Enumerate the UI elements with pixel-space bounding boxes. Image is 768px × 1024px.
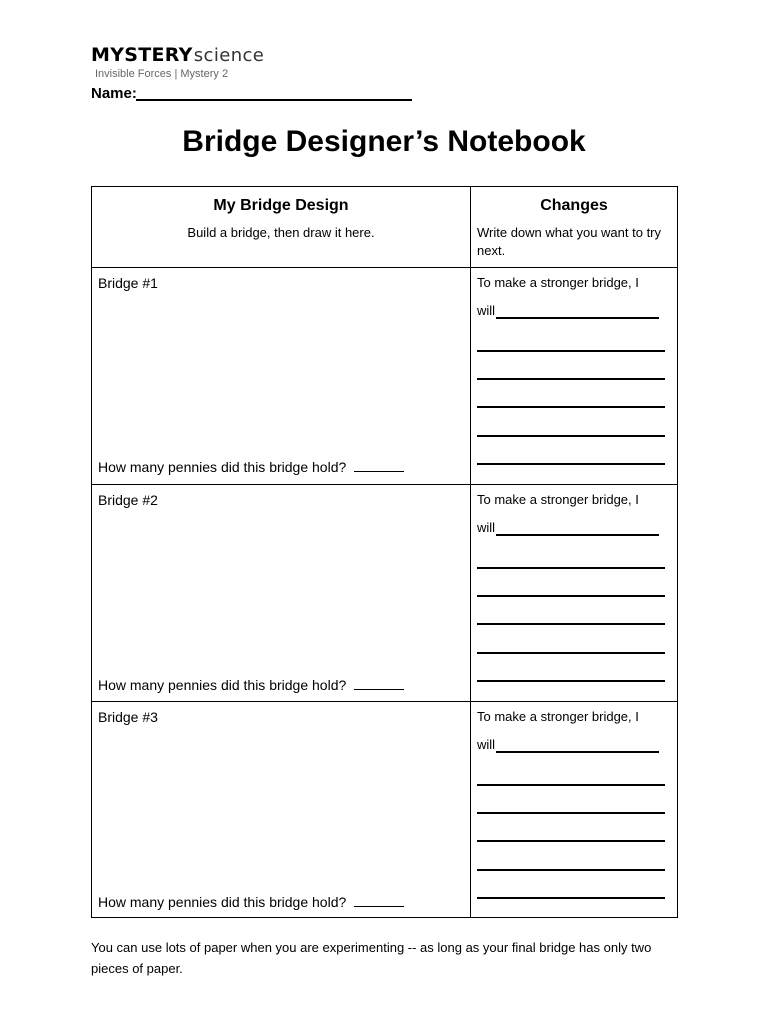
bridge-2-pennies-question: How many pennies did this bridge hold? [98, 677, 347, 693]
bridge-2-will: will [477, 520, 496, 535]
bridge-3-write-line[interactable] [477, 784, 665, 786]
bridge-3-write-line[interactable] [477, 812, 665, 814]
logo-mystery: MYSTERY [91, 44, 193, 66]
bridge-3-write-line[interactable] [477, 840, 665, 842]
design-column-header: My Bridge Design [213, 197, 349, 214]
name-field[interactable] [136, 99, 412, 101]
changes-column-header: Changes [540, 197, 608, 214]
header-row-divider [92, 267, 677, 268]
bridge-1-write-line[interactable] [477, 350, 665, 352]
bridge-3-change-prompt: To make a stronger bridge, I [477, 709, 639, 724]
row-divider-2 [92, 701, 677, 702]
bridge-1-label: Bridge #1 [98, 275, 158, 291]
bridge-2-label: Bridge #2 [98, 492, 158, 508]
bridge-1-change-prompt: To make a stronger bridge, I [477, 275, 639, 290]
bridge-2-change-prompt: To make a stronger bridge, I [477, 492, 639, 507]
bridge-1-will-field[interactable] [496, 317, 659, 319]
row-divider-1 [92, 484, 677, 485]
bridge-3-will-field[interactable] [496, 751, 659, 753]
unit-subtitle: Invisible Forces | Mystery 2 [95, 68, 229, 80]
bridge-2-write-line[interactable] [477, 652, 665, 654]
bridge-1-write-line[interactable] [477, 435, 665, 437]
changes-column-subheader: Write down what you want to try next. [477, 225, 662, 258]
bridge-3-write-line[interactable] [477, 897, 665, 899]
bridge-3-will: will [477, 737, 496, 752]
bridge-1-write-line[interactable] [477, 378, 665, 380]
bridge-3-pennies [98, 893, 404, 911]
page-title: Bridge Designer’s Notebook [182, 125, 586, 158]
bridge-2-will-field[interactable] [496, 534, 659, 536]
mystery-science-logo [91, 43, 264, 67]
bridge-2-pennies [98, 676, 404, 694]
bridge-1-write-line[interactable] [477, 406, 665, 408]
bridge-2-write-line[interactable] [477, 623, 665, 625]
notebook-table [91, 186, 678, 918]
bridge-2-write-line[interactable] [477, 595, 665, 597]
bridge-3-write-line[interactable] [477, 869, 665, 871]
bridge-2-write-line[interactable] [477, 567, 665, 569]
bridge-3-label: Bridge #3 [98, 709, 158, 725]
bridge-3-pennies-question: How many pennies did this bridge hold? [98, 894, 347, 910]
bridge-1-pennies-field[interactable] [354, 458, 404, 472]
bridge-3-pennies-field[interactable] [354, 893, 404, 907]
bridge-1-pennies [98, 458, 404, 476]
footer-note: You can use lots of paper when you are experimenting -- as long as your final bridge has only two pieces of paper. [91, 940, 652, 976]
logo-science: science [193, 45, 265, 66]
bridge-2-pennies-field[interactable] [354, 676, 404, 690]
column-divider [470, 187, 471, 917]
bridge-1-write-line[interactable] [477, 463, 665, 465]
design-column-subheader: Build a bridge, then draw it here. [187, 225, 375, 240]
name-label: Name: [91, 85, 137, 102]
bridge-2-write-line[interactable] [477, 680, 665, 682]
bridge-1-pennies-question: How many pennies did this bridge hold? [98, 459, 347, 475]
bridge-1-will: will [477, 303, 496, 318]
